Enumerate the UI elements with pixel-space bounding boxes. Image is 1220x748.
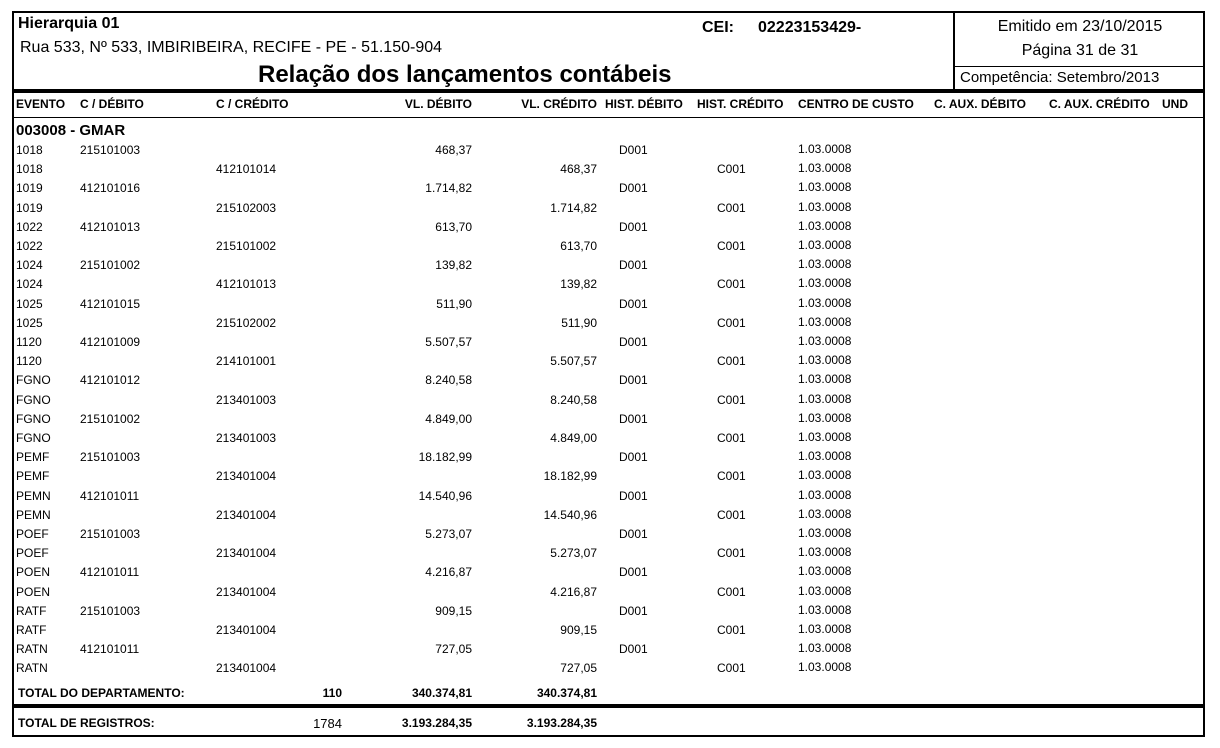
centro-custo-cell: 1.03.0008 — [798, 602, 852, 617]
centro-custo-cell: 1.03.0008 — [798, 353, 852, 368]
total-registros-frame — [12, 706, 1205, 737]
evento-cell: 1018 — [16, 143, 43, 157]
vl-credito-cell: 511,90 — [561, 315, 597, 330]
vl-credito-cell: 727,05 — [560, 661, 597, 676]
c-debito-cell: 412101016 — [80, 181, 141, 196]
col-c-aux-debito: C. AUX. DÉBITO — [934, 97, 1027, 111]
centro-custo-cell: 1.03.0008 — [798, 372, 852, 387]
c-credito-cell: 412101013 — [216, 277, 277, 292]
vl-credito-cell: 139,82 — [560, 277, 597, 292]
evento-cell: RATN — [16, 642, 48, 657]
col-evento: EVENTO — [16, 97, 66, 111]
c-credito-cell: 213401004 — [216, 507, 277, 522]
hist-debito-cell: D001 — [619, 373, 648, 388]
centro-custo-cell: 1.03.0008 — [798, 506, 852, 521]
hist-debito-cell: D001 — [619, 181, 648, 196]
vl-debito-cell: 727,05 — [435, 642, 472, 657]
vl-credito-cell: 468,37 — [560, 162, 597, 177]
centro-custo-cell: 1.03.0008 — [798, 430, 852, 444]
vl-credito-cell: 5.273,07 — [550, 546, 597, 561]
hist-debito-cell: D001 — [619, 296, 648, 311]
vl-debito-cell: 468,37 — [435, 143, 472, 157]
c-debito-cell: 215101003 — [80, 450, 141, 465]
evento-cell: PEMN — [16, 507, 51, 522]
evento-cell: FGNO — [16, 373, 51, 388]
centro-custo-cell: 1.03.0008 — [798, 564, 852, 579]
company-address: Rua 533, Nº 533, IMBIRIBEIRA, RECIFE - PE - 51.150-904 — [20, 39, 443, 56]
c-credito-cell: 213401004 — [216, 469, 277, 484]
hist-credito-cell: C001 — [717, 623, 746, 637]
total-reg-label: TOTAL DE REGISTROS: — [18, 716, 155, 730]
total-reg-count: 1784 — [313, 716, 342, 731]
vl-credito-cell: 5.507,57 — [550, 354, 597, 369]
c-debito-cell: 215101002 — [80, 258, 141, 273]
cei-value: 02223153429- — [758, 19, 862, 36]
evento-cell: FGNO — [16, 431, 51, 445]
centro-custo-cell: 1.03.0008 — [798, 199, 852, 214]
c-debito-cell: 215101003 — [80, 143, 141, 157]
vl-credito-cell: 613,70 — [560, 239, 597, 253]
centro-custo-cell: 1.03.0008 — [798, 526, 852, 540]
centro-custo-cell: 1.03.0008 — [798, 276, 852, 291]
hist-debito-cell: D001 — [619, 335, 648, 349]
company-name: Hierarquia 01 — [18, 15, 120, 32]
col-und: UND — [1162, 97, 1188, 111]
hist-debito-cell: D001 — [619, 450, 648, 465]
col-hist-debito: HIST. DÉBITO — [605, 97, 683, 111]
c-credito-cell: 213401003 — [216, 392, 277, 407]
hist-credito-cell: C001 — [717, 315, 746, 330]
evento-cell: RATN — [16, 661, 48, 676]
evento-cell: 1120 — [16, 354, 42, 369]
vl-credito-cell: 909,15 — [560, 623, 597, 637]
centro-custo-cell: 1.03.0008 — [798, 641, 852, 656]
centro-custo-cell: 1.03.0008 — [798, 142, 852, 156]
evento-cell: RATF — [16, 603, 47, 618]
vl-debito-cell: 4.216,87 — [425, 565, 472, 580]
centro-custo-cell: 1.03.0008 — [798, 295, 852, 310]
evento-cell: PEMF — [16, 450, 50, 465]
centro-custo-cell: 1.03.0008 — [798, 161, 852, 176]
cei-label: CEI: — [702, 19, 734, 36]
evento-cell: 1019 — [16, 200, 43, 215]
hist-credito-cell: C001 — [717, 277, 746, 292]
hist-debito-cell: D001 — [619, 488, 648, 503]
col-centro-custo: CENTRO DE CUSTO — [798, 97, 914, 111]
page-number: Página 31 de 31 — [1021, 42, 1139, 59]
evento-cell: 1120 — [16, 335, 42, 349]
competencia-divider — [953, 66, 1205, 67]
c-credito-cell: 213401004 — [216, 661, 277, 676]
evento-cell: FGNO — [16, 392, 51, 407]
hist-credito-cell: C001 — [717, 354, 746, 369]
hist-debito-cell: D001 — [619, 642, 648, 657]
hist-debito-cell: D001 — [619, 219, 648, 234]
c-credito-cell: 213401004 — [216, 546, 277, 561]
hist-credito-cell: C001 — [717, 507, 746, 522]
vl-debito-cell: 5.507,57 — [425, 335, 472, 349]
col-hist-credito: HIST. CRÉDITO — [697, 97, 784, 111]
centro-custo-cell: 1.03.0008 — [798, 622, 852, 636]
hist-debito-cell: D001 — [619, 143, 648, 157]
centro-custo-cell: 1.03.0008 — [798, 391, 852, 406]
c-credito-cell: 213401004 — [216, 623, 277, 637]
centro-custo-cell: 1.03.0008 — [798, 660, 852, 675]
c-debito-cell: 215101003 — [80, 527, 141, 541]
c-credito-cell: 215102002 — [216, 315, 277, 330]
c-debito-cell: 412101012 — [80, 373, 141, 388]
evento-cell: 1025 — [16, 296, 43, 311]
vl-credito-cell: 4.849,00 — [550, 431, 597, 445]
c-debito-cell: 215101002 — [80, 411, 141, 426]
body-frame — [12, 91, 1205, 706]
hist-credito-cell: C001 — [717, 469, 746, 484]
evento-cell: 1022 — [16, 219, 43, 234]
evento-cell: 1018 — [16, 162, 43, 177]
centro-custo-cell: 1.03.0008 — [798, 410, 852, 425]
total-dept-count: 110 — [322, 686, 342, 700]
total-dept-debito: 340.374,81 — [411, 686, 472, 700]
col-vl-credito: VL. CRÉDITO — [521, 97, 597, 111]
evento-cell: RATF — [16, 623, 47, 637]
evento-cell: POEN — [16, 584, 51, 599]
c-debito-cell: 412101009 — [80, 335, 141, 349]
centro-custo-cell: 1.03.0008 — [798, 180, 852, 195]
c-credito-cell: 215102003 — [216, 200, 277, 215]
evento-cell: 1022 — [16, 239, 43, 253]
vl-credito-cell: 8.240,58 — [550, 392, 597, 407]
c-credito-cell: 214101001 — [216, 354, 277, 369]
hist-credito-cell: C001 — [717, 431, 746, 445]
hist-debito-cell: D001 — [619, 527, 648, 541]
c-credito-cell: 213401004 — [216, 584, 277, 599]
vl-debito-cell: 1.714,82 — [425, 181, 472, 196]
vl-debito-cell: 613,70 — [435, 219, 472, 234]
evento-cell: POEN — [16, 565, 51, 580]
total-dept-label: TOTAL DO DEPARTAMENTO: — [18, 686, 185, 700]
vl-debito-cell: 4.849,00 — [425, 411, 472, 426]
hist-credito-cell: C001 — [717, 392, 746, 407]
c-debito-cell: 412101013 — [80, 219, 141, 234]
hist-debito-cell: D001 — [619, 603, 648, 618]
c-debito-cell: 215101003 — [80, 603, 141, 618]
vl-debito-cell: 139,82 — [435, 258, 472, 273]
centro-custo-cell: 1.03.0008 — [798, 583, 852, 598]
vl-credito-cell: 1.714,82 — [550, 200, 597, 215]
c-debito-cell: 412101015 — [80, 296, 141, 311]
evento-cell: POEF — [16, 546, 49, 561]
col-c-aux-credito: C. AUX. CRÉDITO — [1049, 97, 1150, 111]
total-dept-credito: 340.374,81 — [536, 686, 597, 700]
centro-custo-cell: 1.03.0008 — [798, 238, 852, 252]
hist-credito-cell: C001 — [717, 584, 746, 599]
vl-debito-cell: 5.273,07 — [425, 527, 472, 541]
evento-cell: PEMF — [16, 469, 50, 484]
hist-debito-cell: D001 — [619, 258, 648, 273]
vl-credito-cell: 4.216,87 — [550, 584, 597, 599]
hist-credito-cell: C001 — [717, 162, 746, 177]
vl-debito-cell: 8.240,58 — [425, 373, 472, 388]
centro-custo-cell: 1.03.0008 — [798, 218, 852, 233]
competence-period: Competência: Setembro/2013 — [960, 69, 1160, 86]
c-credito-cell: 412101014 — [216, 162, 277, 177]
vl-credito-cell: 18.182,99 — [543, 469, 597, 484]
vl-credito-cell: 14.540,96 — [543, 507, 597, 522]
col-vl-debito: VL. DÉBITO — [404, 97, 472, 111]
hist-credito-cell: C001 — [717, 239, 746, 253]
c-debito-cell: 412101011 — [80, 488, 140, 503]
evento-cell: 1024 — [16, 277, 43, 292]
c-credito-cell: 215101002 — [216, 239, 277, 253]
vl-debito-cell: 18.182,99 — [418, 450, 472, 465]
c-debito-cell: 412101011 — [80, 565, 140, 580]
evento-cell: 1024 — [16, 258, 43, 273]
c-credito-cell: 213401003 — [216, 431, 277, 445]
evento-cell: PEMN — [16, 488, 51, 503]
hist-credito-cell: C001 — [717, 200, 746, 215]
column-header-rule — [12, 117, 1205, 118]
col-c-debito: C / DÉBITO — [80, 97, 144, 111]
total-reg-debito: 3.193.284,35 — [401, 716, 472, 730]
evento-cell: POEF — [16, 527, 49, 541]
hist-credito-cell: C001 — [717, 661, 746, 676]
hist-debito-cell: D001 — [619, 565, 648, 580]
centro-custo-cell: 1.03.0008 — [798, 545, 852, 560]
c-debito-cell: 412101011 — [80, 642, 140, 657]
centro-custo-cell: 1.03.0008 — [798, 449, 852, 464]
vl-debito-cell: 14.540,96 — [418, 488, 472, 503]
centro-custo-cell: 1.03.0008 — [798, 314, 852, 329]
vl-debito-cell: 909,15 — [435, 603, 472, 618]
total-reg-credito: 3.193.284,35 — [526, 716, 597, 730]
issue-date: Emitido em 23/10/2015 — [997, 18, 1163, 35]
hist-credito-cell: C001 — [717, 546, 746, 561]
centro-custo-cell: 1.03.0008 — [798, 468, 852, 483]
department-title: 003008 - GMAR — [16, 122, 126, 139]
hist-debito-cell: D001 — [619, 411, 648, 426]
col-c-credito: C / CRÉDITO — [216, 97, 289, 111]
evento-cell: 1019 — [16, 181, 43, 196]
centro-custo-cell: 1.03.0008 — [798, 257, 852, 272]
evento-cell: 1025 — [16, 315, 43, 330]
centro-custo-cell: 1.03.0008 — [798, 334, 852, 348]
evento-cell: FGNO — [16, 411, 51, 426]
report-title: Relação dos lançamentos contábeis — [258, 61, 672, 88]
centro-custo-cell: 1.03.0008 — [798, 487, 852, 502]
vl-debito-cell: 511,90 — [436, 296, 472, 311]
